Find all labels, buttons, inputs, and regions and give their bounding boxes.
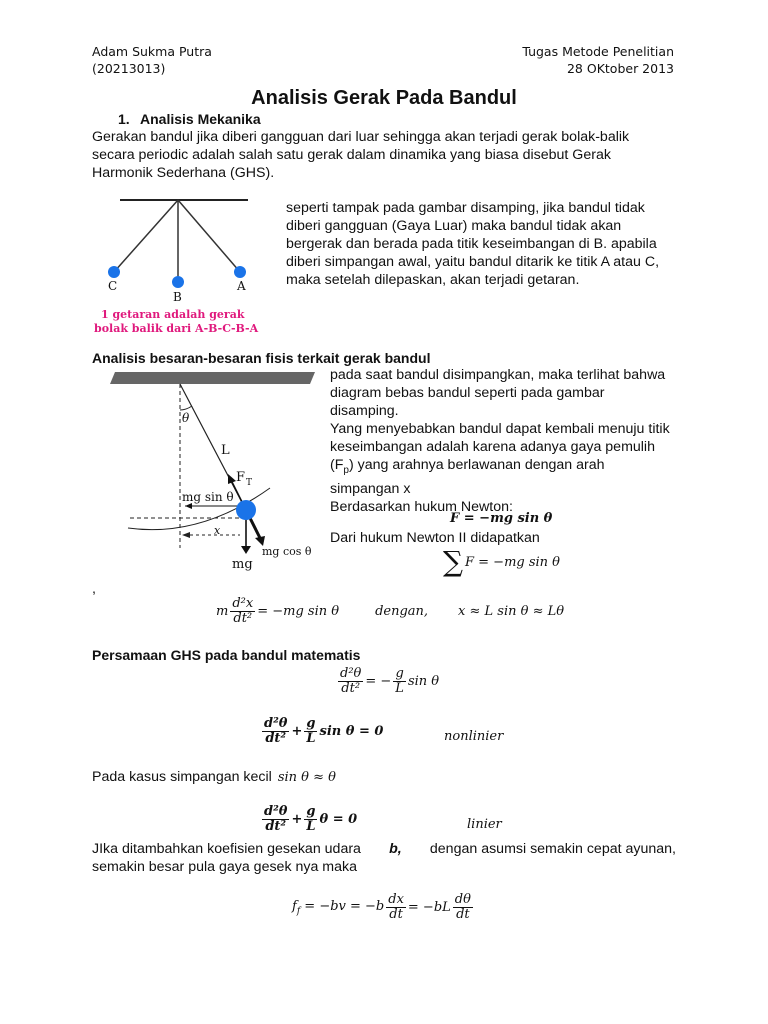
displacement-arrowhead [182,532,190,538]
intro-line: Gerakan bandul jika diberi gangguan dari luar sehingga akan terjadi gerak bolak-balik [92,129,630,145]
tension-subscript: T [246,478,253,488]
text-line: disamping. [330,403,399,419]
damping-paragraph [92,840,676,876]
equation-rhs: = −mg sin θ [257,604,340,619]
theta-label: θ [182,411,190,425]
intro-line: Harmonik Sederhana (GHS). [92,165,275,181]
text-line: Yang menyebabkan bandul dapat kembali menuju titik [330,421,670,437]
pendulum-string-a [178,200,240,272]
linear-equation: $\frac{\text{d²θ}}{\text{dt²}}$ + $\frac{g}{L}$ θ = 0 [264,804,358,834]
text-line: diagram bebas bandul seperti pada gambar [330,385,605,401]
linear-label: linier [467,817,502,832]
section1-number: 1. [118,111,130,127]
section1-intro [92,128,692,182]
damping-coefficient: b, [389,841,402,857]
caption-line: bolak balik dari A-B-C-B-A [94,322,259,335]
label-a: A [237,279,246,293]
text-line: Berdasarkan hukum Newton: [330,498,513,515]
sigma-symbol: ∑ [443,545,463,578]
stray-comma: , [92,581,96,597]
bob-ball [236,500,256,520]
displacement-label: x [214,524,221,537]
desc-line: seperti tampak pada gambar disamping, jika bandul tidak [286,200,645,216]
free-body-diagram [110,368,325,576]
pendulum-ball-c [108,266,120,278]
text-line [330,456,710,480]
damping-text-a: JIka ditambahkan koefisien gesekan udara [92,841,361,857]
nonlinear-equation: $\frac{\text{d²θ}}{\text{dt²}}$ + $\frac{g}{L}$ sin θ = 0 [264,716,384,746]
theta-arc [180,406,192,410]
section2-heading: Analisis besaran-besaran fisis terkait gerak bandul [92,350,431,366]
fp-prefix: (F [330,457,344,473]
sum-force-equation [443,545,561,578]
sum-equation-text: F = −mg sin θ [465,554,561,570]
mg-cos-label: mg cos θ [262,545,312,558]
page-title: Analisis Gerak Pada Bandul [251,87,517,109]
damping-text-line2: semakin besar pula gaya gesek nya maka [92,859,357,875]
restoring-force-equation: F = −mg sin θ [450,511,553,526]
approximation: x ≈ L sin θ ≈ Lθ [458,604,565,619]
small-angle-line [92,768,336,786]
text-line: keseimbangan adalah karena adanya gaya pemulih [330,439,655,455]
student-id: (20213013) [92,61,166,76]
desc-line: diberi simpangan awal, yaitu bandul ditarik ke titik A atau C, [286,254,660,270]
section1-heading: Analisis Mekanika [140,111,261,127]
pendulum-ball-a [234,266,246,278]
damping-text-c: dengan asumsi semakin cepat ayunan, [429,841,676,857]
header-date: 28 OKtober 2013 [566,61,674,76]
tension-label: F [236,470,246,485]
second-derivative-fraction: $\frac{\text{d²x}}{\text{dt²}}$ [232,596,254,626]
ceiling-support [110,372,315,384]
label-b: B [173,290,182,304]
section3-heading: Persamaan GHS pada bandul matematis [92,647,361,663]
intro-line: secara periodic adalah salah satu gerak dalam dinamika yang biasa disebut Gerak [92,147,611,163]
tension-arrowhead [228,474,236,484]
friction-force-equation: $f_f = -bv = -b$ $\frac{dx}{dt}$ = −bL $\frac{d\theta}{dt}$ [292,892,471,922]
mass-symbol: m [216,604,229,619]
label-c: C [108,279,118,293]
pendulum-figure [92,192,292,340]
small-angle-equation: sin θ ≈ θ [277,769,336,785]
fp-subscript: p [343,464,349,476]
caption-line: 1 getaran adalah gerak [101,308,245,321]
dengan-word: dengan, [375,604,429,619]
small-angle-text: Pada kasus simpangan kecil [92,769,272,785]
newton2-text: Dari hukum Newton II didapatkan [330,530,540,546]
mg-sin-label: mg sin θ [182,490,234,504]
section2-text [330,366,710,516]
newton-second-law-equation [216,597,564,626]
text-line: simpangan x [330,480,411,497]
weight-label: mg [232,557,253,572]
pendulum-ball-b [172,276,184,288]
length-label: L [221,443,230,458]
fp-suffix: ) yang arahnya berlawanan dengan arah [348,457,605,473]
desc-line: maka setelah dilepaskan, akan terjadi getaran. [286,272,580,288]
course-name: Tugas Metode Penelitian [522,44,674,59]
weight-arrowhead [241,546,251,554]
fig1-description [286,199,706,289]
nonlinear-label: nonlinier [444,729,504,744]
desc-line: diberi gangguan (Gaya Luar) maka bandul tidak akan [286,218,622,234]
desc-line: bergerak dan berada pada titik keseimbangan di B. apabila [286,236,657,252]
pendulum-string-c [114,200,178,272]
ghs-equation: $\frac{\text{d²θ}}{\text{dt²}}$ = − $\frac{g}{L}$ sin θ [340,666,440,696]
author-name: Adam Sukma Putra [92,44,212,59]
text-line: pada saat bandul disimpangkan, maka terlihat bahwa [330,367,666,383]
